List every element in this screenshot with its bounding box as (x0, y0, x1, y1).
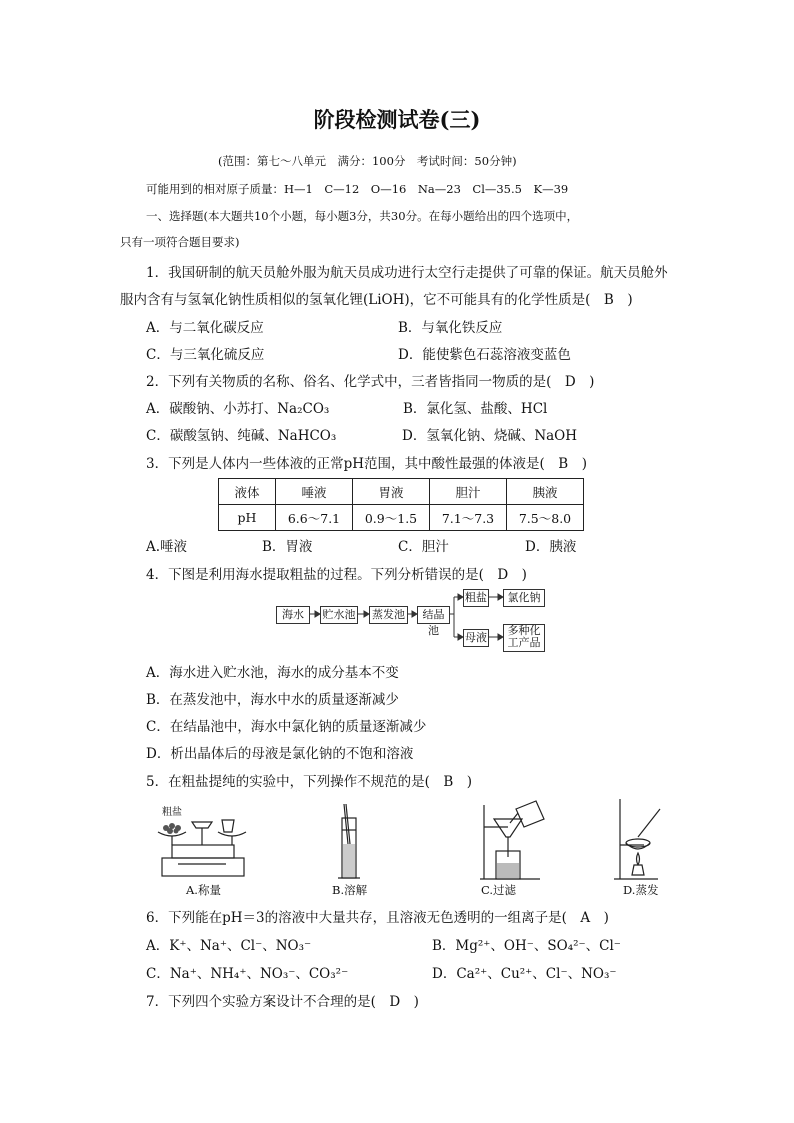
q2-option-b: B．氯化氢、盐酸、HCl (403, 401, 548, 417)
table-cell: 唾液 (276, 479, 353, 505)
q1-option-c: C．与三氧化硫反应 (146, 347, 265, 363)
q1-stem-cont: 服内含有与氢氧化钠性质相似的氢氧化锂(LiOH)，它不可能具有的化学性质是( B ) (120, 292, 633, 308)
q6-option-b: B．Mg²⁺、OH⁻、SO₄²⁻、Cl⁻ (432, 938, 621, 954)
flow-node-chemical-products (503, 624, 545, 652)
table-cell: 6.6～7.1 (276, 505, 353, 531)
q3-option-d: D．胰液 (525, 539, 577, 555)
q3-option-a: A.唾液 (146, 539, 188, 555)
q2-option-c: C．碳酸氢钠、纯碱、NaHCO₃ (146, 428, 337, 444)
q2-stem: 2．下列有关物质的名称、俗名、化学式中，三者皆指同一物质的是( D ) (146, 374, 595, 390)
flow-node-seawater: 海水 (276, 606, 310, 624)
q3-option-b: B．胃液 (262, 539, 313, 555)
caption-evaporation: D.蒸发 (623, 883, 659, 897)
q6-option-a: A．K⁺、Na⁺、Cl⁻、NO₃⁻ (146, 938, 312, 954)
q1-option-a: A．与二氧化碳反应 (146, 320, 264, 336)
section-heading: 一、选择题(本大题共10个小题，每小题3分，共30分。在每小题给出的四个选项中， (146, 209, 579, 223)
table-cell: 胰液 (507, 479, 584, 505)
flow-node-mother-liquor: 母液 (463, 629, 489, 647)
flow-node-crystallization: 结晶池 (417, 606, 450, 624)
page-title: 阶段检测试卷(三) (313, 107, 481, 132)
q3-option-c: C．胆汁 (398, 539, 449, 555)
q2-option-d: D．氢氧化钠、烧碱、NaOH (402, 428, 578, 444)
filtration-illustration (470, 795, 554, 885)
flow-text: 工产品 (507, 636, 541, 649)
flow-node-sodium-chloride: 氯化钠 (503, 589, 545, 607)
table-cell: 7.5～8.0 (507, 505, 584, 531)
table-cell: 液体 (219, 479, 276, 505)
q4-stem: 4．下图是利用海水提取粗盐的过程。下列分析错误的是( D ) (146, 567, 527, 583)
section-heading-cont: 只有一项符合题目要求) (120, 235, 240, 249)
q1-option-b: B．与氧化铁反应 (398, 320, 503, 336)
caption-dissolving: B.溶解 (332, 883, 368, 897)
salt-label: 粗盐 (162, 807, 182, 818)
q4-option-b: B．在蒸发池中，海水中水的质量逐渐减少 (146, 692, 399, 708)
q1-option-d: D．能使紫色石蕊溶液变蓝色 (398, 347, 571, 363)
caption-filtering: C.过滤 (481, 883, 517, 897)
table-cell: 胃液 (353, 479, 430, 505)
q1-stem: 1．我国研制的航天员舱外服为航天员成功进行太空行走提供了可靠的保证。航天员舱外 (146, 265, 668, 281)
table-row (219, 505, 584, 531)
table-header-row (219, 479, 584, 505)
flow-node-crude-salt: 粗盐 (463, 589, 489, 607)
q3-stem: 3．下列是人体内一些体液的正常pH范围，其中酸性最强的体液是( B ) (146, 456, 587, 472)
q4-option-a: A．海水进入贮水池，海水的成分基本不变 (146, 665, 399, 681)
flow-node-reservoir: 贮水池 (320, 606, 358, 624)
table-cell: 0.9～1.5 (353, 505, 430, 531)
flow-text: 多种化 (507, 624, 541, 637)
q6-option-d: D．Ca²⁺、Cu²⁺、Cl⁻、NO₃⁻ (432, 966, 617, 982)
q4-option-c: C．在结晶池中，海水中氯化钠的质量逐渐减少 (146, 719, 427, 735)
q2-option-a: A．碳酸钠、小苏打、Na₂CO₃ (146, 401, 330, 417)
caption-weighing: A.称量 (186, 883, 221, 897)
evaporation-illustration (608, 795, 668, 885)
exam-info: (范围：第七～八单元 满分：100分 考试时间：50分钟) (218, 154, 517, 168)
q6-option-c: C．Na⁺、NH₄⁺、NO₃⁻、CO₃²⁻ (146, 966, 349, 982)
flow-node-evaporation: 蒸发池 (369, 606, 408, 624)
table-cell: 胆汁 (430, 479, 507, 505)
ph-table (218, 478, 584, 531)
q6-stem: 6．下列能在pH＝3的溶液中大量共存，且溶液无色透明的一组离子是( A ) (146, 910, 609, 926)
q5-stem: 5．在粗盐提纯的实验中，下列操作不规范的是( B ) (146, 774, 473, 790)
table-cell: 7.1～7.3 (430, 505, 507, 531)
q7-stem: 7．下列四个实验方案设计不合理的是( D ) (146, 994, 419, 1010)
table-cell: pH (219, 505, 276, 531)
q4-option-d: D．析出晶体后的母液是氯化钠的不饱和溶液 (146, 746, 414, 762)
atomic-masses: 可能用到的相对原子质量：H—1 C—12 O—16 Na—23 Cl—35.5 K—39 (146, 182, 569, 196)
dissolving-illustration (330, 800, 370, 884)
